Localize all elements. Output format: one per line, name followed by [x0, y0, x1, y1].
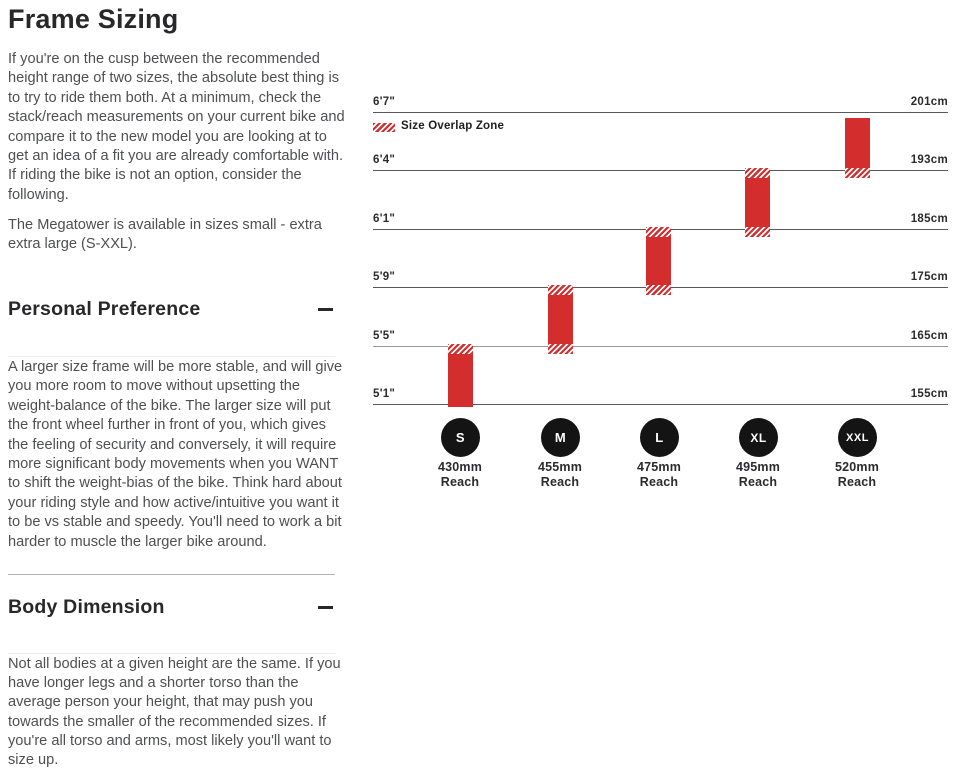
reach-value: 455mm: [537, 460, 583, 474]
axis-label-imperial: 5'9": [373, 271, 396, 283]
bar-solid: [548, 295, 573, 344]
reach-word: Reach: [837, 475, 877, 489]
axis-label-metric: 193cm: [910, 154, 948, 166]
axis-label-metric: 185cm: [910, 213, 948, 225]
reach-value: 520mm: [834, 460, 880, 474]
size-badge-l: [640, 418, 679, 457]
collapse-minus-icon[interactable]: [318, 308, 333, 311]
bar-solid: [745, 178, 770, 227]
section-divider: [8, 356, 335, 357]
overlap-zone-swatch-icon: [373, 123, 395, 132]
page-title: Frame Sizing: [8, 4, 179, 34]
axis-label-imperial: 6'7": [373, 96, 396, 108]
overlap-zone-hatch: [845, 168, 870, 178]
overlap-zone-hatch: [548, 344, 573, 354]
axis-label-metric: 201cm: [910, 96, 948, 108]
section-heading-body-dimension: Body Dimension: [8, 596, 165, 618]
bar-solid: [646, 237, 671, 285]
axis-label-metric: 165cm: [910, 330, 948, 342]
body-dimension-text: Not all bodies at a given height are the same. If you have longer legs and a shorter torso than the average person your height, that may push you towards the smaller of the recommended sizes. If you're all torso and arms, most likely you'll want to size up.: [8, 656, 341, 769]
reach-value: 495mm: [735, 460, 781, 474]
overlap-zone-hatch: [745, 168, 770, 178]
legend-label: Size Overlap Zone: [401, 120, 505, 132]
size-badge-s: [441, 418, 480, 457]
section-heading-personal-preference: Personal Preference: [8, 298, 201, 320]
reach-word: Reach: [639, 475, 679, 489]
intro-paragraph-2: The Megatower is available in sizes small - extra extra large (S-XXL).: [8, 217, 322, 253]
size-letter: S: [455, 430, 466, 445]
reach-label-m: [518, 460, 602, 490]
reach-label-xxl: [815, 460, 899, 490]
axis-label-imperial: 6'4": [373, 154, 396, 166]
bar-solid: [845, 118, 870, 168]
accordion-header-personal-preference[interactable]: [8, 298, 335, 328]
overlap-zone-hatch: [646, 285, 671, 295]
size-badge-xxl: [838, 418, 877, 457]
overlap-zone-hatch: [448, 344, 473, 354]
size-badge-xl: [739, 418, 778, 457]
overlap-zone-hatch: [548, 285, 573, 295]
axis-label-imperial: 6'1": [373, 213, 396, 225]
overlap-zone-hatch: [646, 227, 671, 237]
collapse-minus-icon[interactable]: [318, 606, 333, 609]
size-badge-m: [541, 418, 580, 457]
reach-word: Reach: [440, 475, 480, 489]
section-divider: [8, 574, 335, 575]
section-divider: [8, 653, 335, 654]
reach-word: Reach: [738, 475, 778, 489]
bar-solid: [448, 354, 473, 407]
axis-label-imperial: 5'1": [373, 388, 396, 400]
reach-value: 475mm: [636, 460, 682, 474]
intro-paragraph-1: If you're on the cusp between the recommended height range of two sizes, the absolute best thing is to try to ride them both. At a minimum, check the stack/reach measurements on your current bike and compare it to the new model you are looking at to get an idea of a fit you are already comfortable with. If riding the bike is not an option, consider the following.: [8, 51, 345, 203]
axis-label-metric: 175cm: [910, 271, 948, 283]
axis-label-metric: 155cm: [910, 388, 948, 400]
size-letter: XL: [750, 430, 767, 445]
reach-label-l: [617, 460, 701, 490]
reach-label-xl: [716, 460, 800, 490]
gridline: [373, 112, 948, 113]
reach-word: Reach: [540, 475, 580, 489]
size-letter: XXL: [846, 431, 869, 444]
size-letter: L: [655, 430, 664, 445]
overlap-zone-hatch: [745, 227, 770, 237]
personal-preference-text: A larger size frame will be more stable, and will give you more room to move without upsetting the weight-balance of the bike. The larger size will put the front wheel further in front of you, which gives the feeling of security and conversely, it will require more significant body movements when you WANT to shift the weight-bias of the bike. Think hard about your riding style and how active/intuitive you want it to be vs stable and speedy. You'll need to work a bit harder to muscle the larger bike around.: [8, 359, 343, 550]
accordion-header-body-dimension[interactable]: [8, 596, 335, 626]
reach-label-s: [418, 460, 502, 490]
reach-value: 430mm: [437, 460, 483, 474]
axis-label-imperial: 5'5": [373, 330, 396, 342]
size-letter: M: [554, 430, 567, 445]
